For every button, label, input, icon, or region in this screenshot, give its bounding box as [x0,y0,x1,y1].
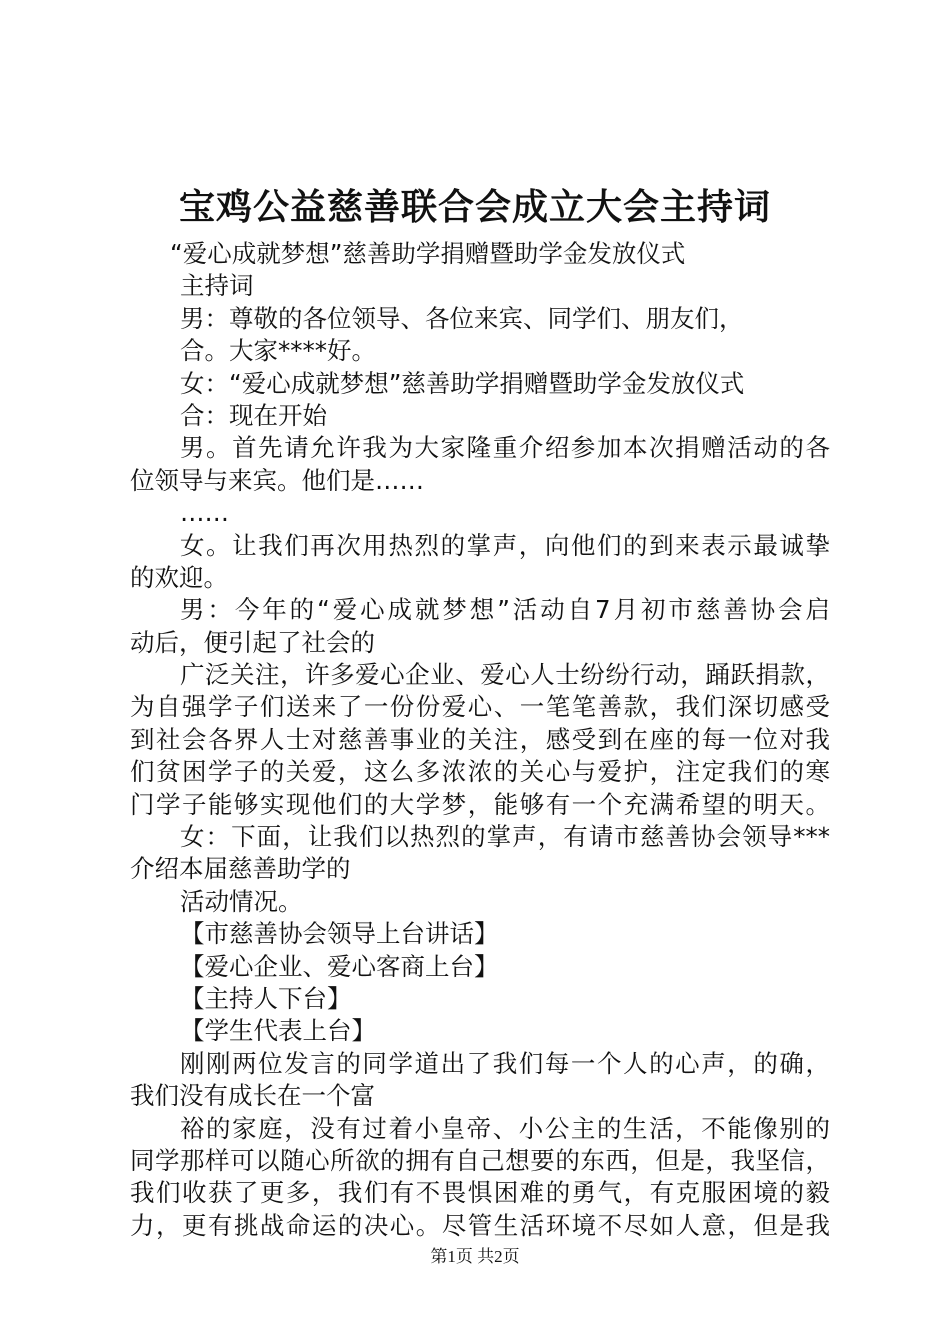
body-line: 同学那样可以随心所欲的拥有自己想要的东西，但是，我坚信， [130,1145,830,1175]
body-line: 男：今年的“爱心成就梦想”活动自7月初市慈善协会启 [180,595,830,625]
body-line: 女：下面，让我们以热烈的掌声，有请市慈善协会领导*** [180,822,830,852]
body-line: 男。首先请允许我为大家隆重介绍参加本次捐赠活动的各 [180,433,830,463]
document-title: 宝鸡公益慈善联合会成立大会主持词 [178,186,771,228]
body-line: 主持词 [180,271,254,301]
body-line: 女：“爱心成就梦想”慈善助学捐赠暨助学金发放仪式 [180,368,745,398]
body-line: 们贫困学子的关爱，这么多浓浓的关心与爱护，注定我们的寒 [130,757,830,787]
body-line: 【爱心企业、爱心客商上台】 [180,951,499,981]
body-line: 合。大家****好。 [180,336,376,366]
body-line: 女。让我们再次用热烈的掌声，向他们的到来表示最诚挚 [180,530,830,560]
body-line: 活动情况。 [180,886,303,916]
body-line: 介绍本届慈善助学的 [130,854,351,884]
body-line: 广泛关注，许多爱心企业、爱心人士纷纷行动，踊跃捐款， [180,660,830,690]
body-line: 【市慈善协会领导上台讲话】 [180,919,499,949]
body-line: 位领导与来宾。他们是…… [130,465,424,495]
body-line: 动后，便引起了社会的 [130,627,375,657]
body-line: 刚刚两位发言的同学道出了我们每一个人的心声，的确， [180,1048,830,1078]
body-line: 到社会各界人士对慈善事业的关注，感受到在座的每一位对我 [130,724,830,754]
body-line: 我们收获了更多，我们有不畏惧困难的勇气，有克服困境的毅 [130,1178,830,1208]
body-line: “爱心成就梦想”慈善助学捐赠暨助学金发放仪式 [170,239,686,268]
body-line: 为自强学子们送来了一份份爱心、一笔笔善款，我们深切感受 [130,692,830,722]
document-body [130,238,830,1242]
body-line: 男：尊敬的各位领导、各位来宾、同学们、朋友们， [180,303,744,333]
body-line: 裕的家庭，没有过着小皇帝、小公主的生活，不能像别的 [180,1113,830,1143]
body-line: 合：现在开始 [180,400,327,430]
body-line: 力，更有挑战命运的决心。尽管生活环境不尽如人意，但是我 [130,1210,830,1240]
body-line: 【主持人下台】 [180,983,352,1013]
body-line: 我们没有成长在一个富 [130,1081,375,1111]
body-line: 的欢迎。 [130,562,228,592]
page-number: 第1页 共2页 [430,1247,520,1266]
body-line: …… [180,498,229,528]
body-line: 门学子能够实现他们的大学梦，能够有一个充满希望的明天。 [130,789,830,819]
body-line: 【学生代表上台】 [180,1016,376,1046]
